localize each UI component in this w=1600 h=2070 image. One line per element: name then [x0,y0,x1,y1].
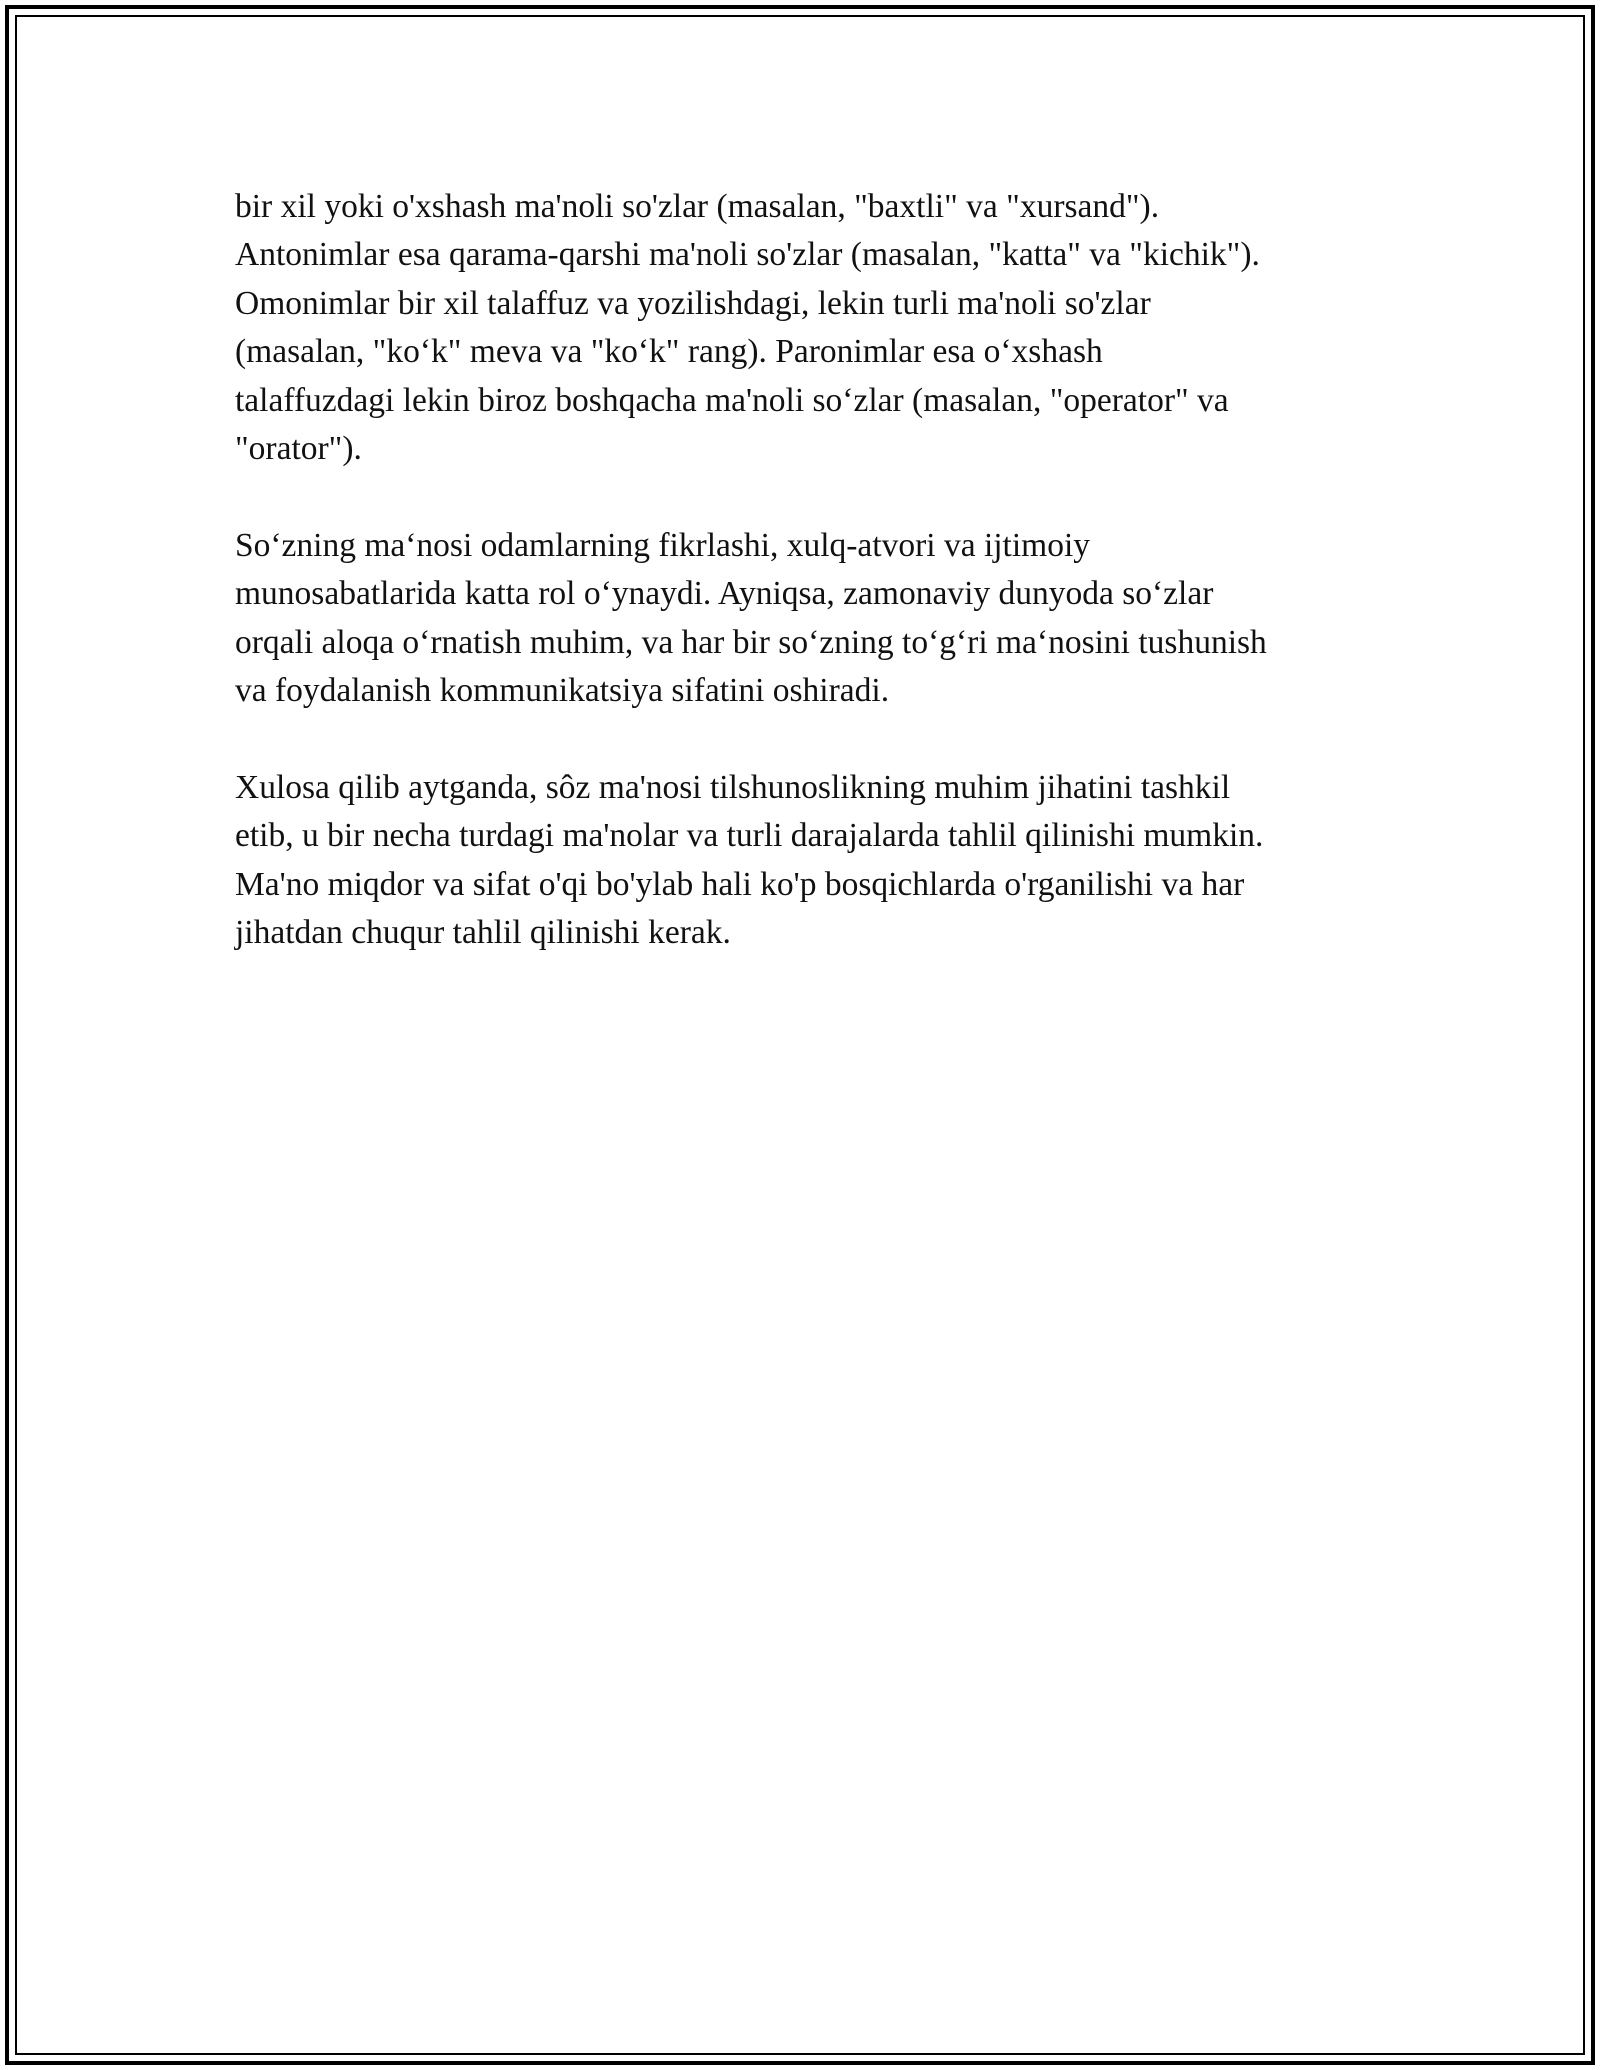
paragraph-conclusion: Xulosa qilib aytganda, sôz ma'nosi tilshunoslikning muhim jihatini tashkil etib, u bir necha turdagi ma'nolar va turli darajalarda tahlil qilinishi mumkin. Ma'no miqdor va sifat o'qi bo'ylab hali ko'p bosqichlarda o'rganilishi va har jihatdan chuqur tahlil qilinishi kerak. [235,768,1264,952]
document-body [235,183,1365,1006]
paragraph-synonyms-antonyms: bir xil yoki o'xshash ma'noli so'zlar (masalan, "baxtli" va "xursand"). Antonimlar esa qarama-qarshi ma'noli so'zlar (masalan, "katta" va "kichik"). Omonimlar bir xil talaffuz va yozilishdagi, lekin turli ma'noli so'zlar (masalan, "ko‘k" meva va "ko‘k" rang). Paronimlar esa o‘xshash talaffuzdagi lekin biroz boshqacha ma'noli so‘zlar (masalan, "operator" va "orator"). [235,188,1260,468]
paragraph-word-meaning-role: So‘zning ma‘nosi odamlarning fikrlashi, xulq-atvori va ijtimoiy munosabatlarida katta rol o‘ynaydi. Ayniqsa, zamonaviy dunyoda so‘zlar orqali aloqa o‘rnatish muhim, va har bir so‘zning to‘g‘ri ma‘nosini tushunish va foydalanish kommunikatsiya sifatini oshiradi. [235,526,1267,710]
